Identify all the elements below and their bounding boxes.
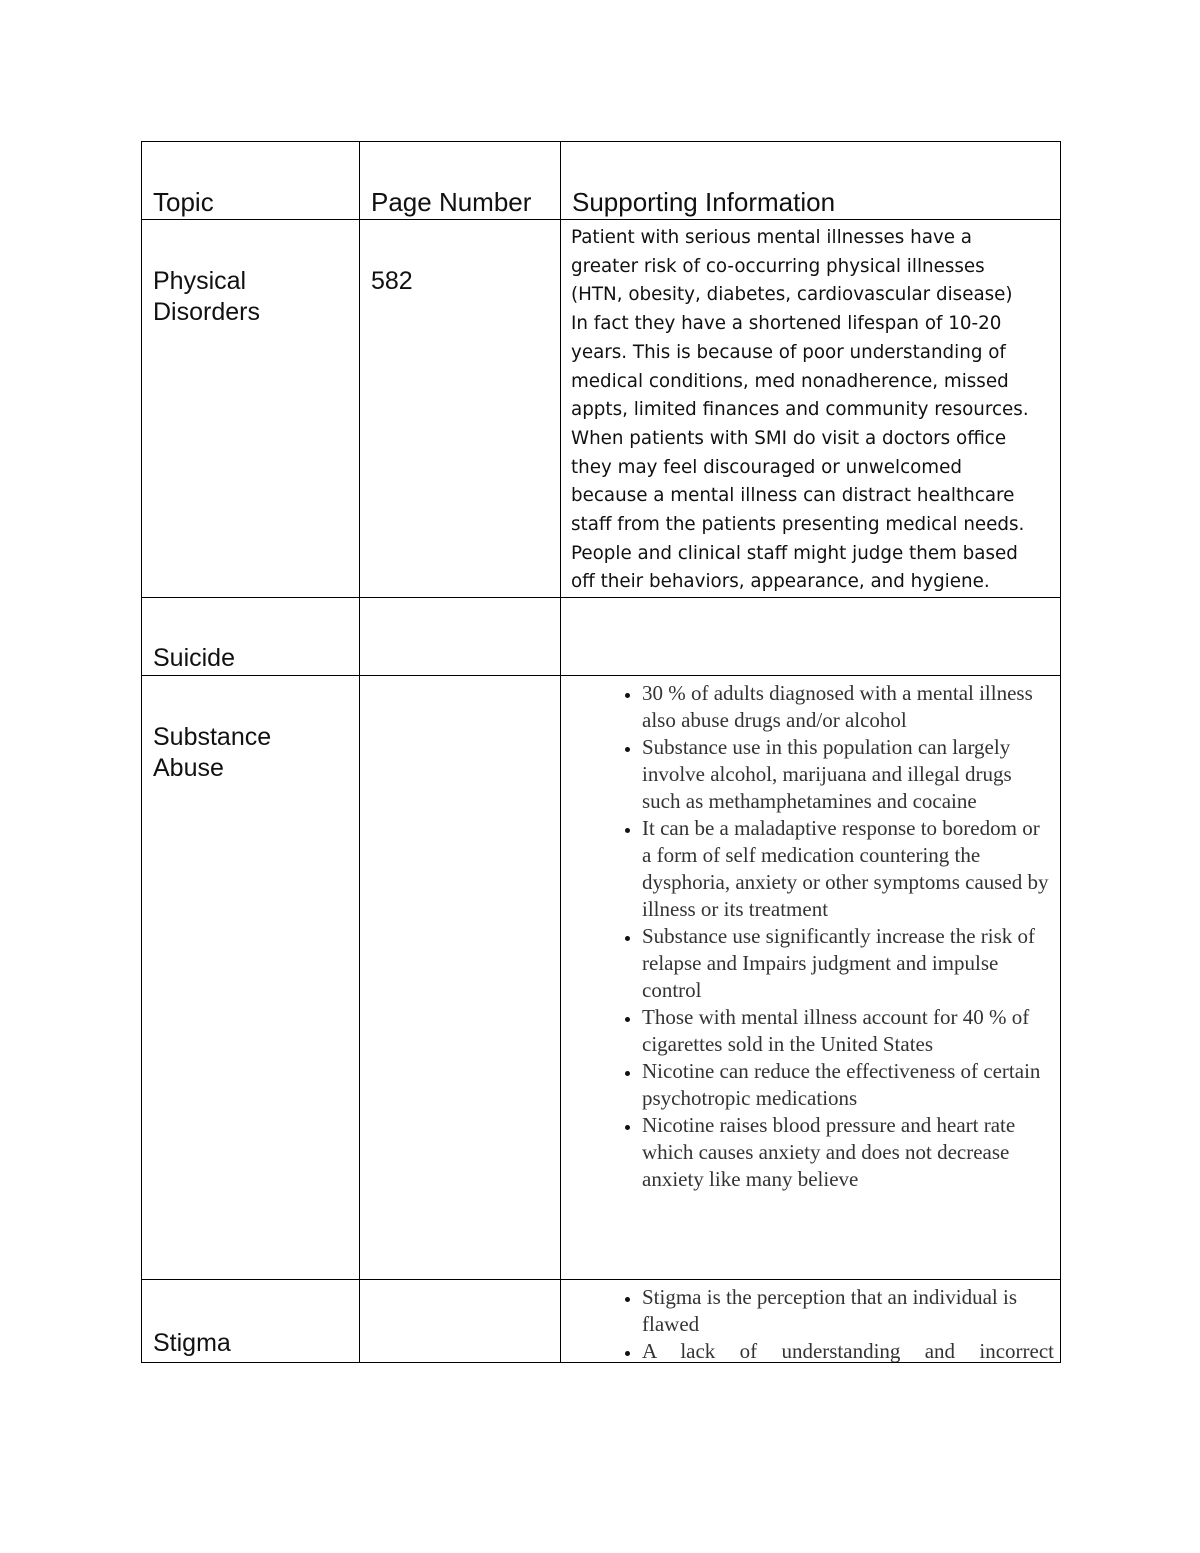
header-supporting-information: Supporting Information	[572, 187, 836, 217]
topic-stigma: Stigma	[153, 1329, 231, 1358]
text-line: appts, limited finances and community resources.	[571, 399, 1029, 421]
text-line: medical conditions, med nonadherence, missed	[571, 370, 1009, 392]
topic-substance-abuse-line2: Abuse	[153, 754, 224, 783]
table-row	[142, 220, 1061, 598]
list-item: • Nicotine can reduce the effectiveness of certain psychotropic medications	[642, 1058, 1054, 1112]
topic-cell	[142, 598, 360, 676]
header-row	[142, 142, 1061, 220]
list-item: • Stigma is the perception that an individual is flawed	[642, 1284, 1054, 1338]
text-line: In fact they have a shortened lifespan of 10-20	[571, 313, 1002, 335]
supporting-info-cell	[561, 220, 1061, 598]
text-line: When patients with SMI do visit a doctors office	[571, 427, 1007, 449]
topic-physical-disorders-line1: Physical	[153, 267, 247, 295]
text-line: Patient with serious mental illnesses have a	[571, 227, 973, 248]
list-item: • Substance use significantly increase the risk of relapse and Impairs judgment and impulse control	[642, 923, 1054, 1004]
supporting-info-cell	[561, 598, 1061, 676]
list-item: • 30 % of adults diagnosed with a mental illness also abuse drugs and/or alcohol	[642, 680, 1054, 734]
text-line: greater risk of co-occurring physical illnesses	[571, 255, 985, 277]
supporting-info-cell	[561, 1280, 1061, 1363]
list-item: • Nicotine raises blood pressure and heart rate which causes anxiety and does not decrease anxiety like many believe	[642, 1112, 1054, 1193]
header-supporting-information-cell	[561, 142, 1061, 220]
header-page-number: Page Number	[371, 187, 532, 217]
table-row	[142, 598, 1061, 676]
page-number: 582	[371, 267, 413, 295]
topic-table	[141, 141, 1061, 1363]
text-line: years. This is because of poor understanding of	[571, 341, 1006, 363]
text-line: People and clinical staff might judge them based	[571, 542, 1018, 564]
topic-cell	[142, 1280, 360, 1363]
text-line: (HTN, obesity, diabetes, cardiovascular disease)	[571, 284, 1013, 306]
topic-physical-disorders-line2: Disorders	[153, 298, 260, 326]
text-line: staff from the patients presenting medical needs.	[571, 514, 1025, 536]
header-topic-cell	[142, 142, 360, 220]
text-line: because a mental illness can distract healthcare	[571, 485, 1015, 507]
supporting-info-text	[561, 220, 1060, 597]
bullet-list	[561, 676, 1060, 1193]
topic-suicide: Suicide	[153, 644, 235, 673]
header-topic: Topic	[153, 187, 214, 217]
supporting-info-cell	[561, 676, 1061, 1280]
topic-substance-abuse-line1: Substance	[153, 723, 272, 752]
list-item: • It can be a maladaptive response to boredom or a form of self medication countering the dysphoria, anxiety or other symptoms caused by illness or its treatment	[642, 815, 1054, 923]
topic-cell	[142, 676, 360, 1280]
list-item: • A lack of understanding and incorrect	[642, 1338, 1054, 1362]
topic-cell	[142, 220, 360, 598]
page-number-cell	[360, 220, 561, 598]
list-item: • Substance use in this population can largely involve alcohol, marijuana and illegal drugs such as methamphetamines and cocaine	[642, 734, 1054, 815]
page-number-cell	[360, 676, 561, 1280]
page-number-cell	[360, 598, 561, 676]
list-item: • Those with mental illness account for 40 % of cigarettes sold in the United States	[642, 1004, 1054, 1058]
text-line: off their behaviors, appearance, and hygiene.	[571, 571, 990, 593]
table-row	[142, 1280, 1061, 1363]
text-line: they may feel discouraged or unwelcomed	[571, 456, 962, 478]
table-row	[142, 676, 1061, 1280]
page-number-cell	[360, 1280, 561, 1363]
header-page-number-cell	[360, 142, 561, 220]
bullet-list	[561, 1280, 1060, 1362]
